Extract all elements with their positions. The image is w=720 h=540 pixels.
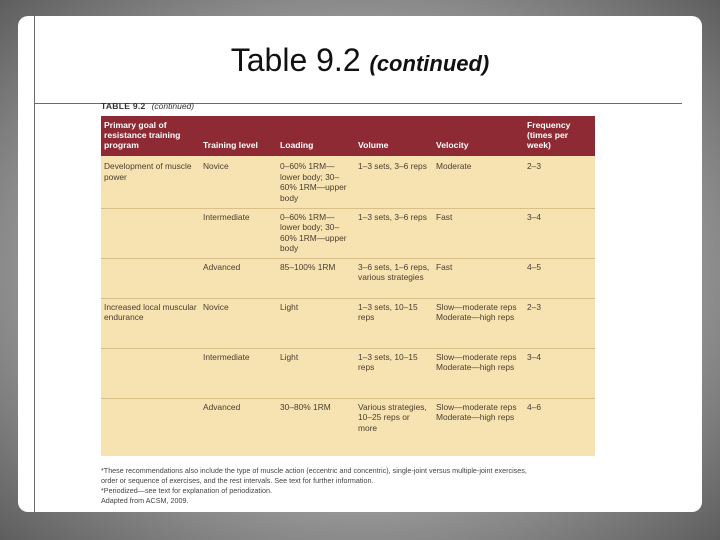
table-caption <box>101 101 194 111</box>
cell-volume: Various strategies, 10–25 reps or more <box>355 398 433 456</box>
cell-volume: 1–3 sets, 10–15 reps <box>355 348 433 398</box>
cell-level: Intermediate <box>200 208 277 258</box>
header-training-level: Training level <box>200 116 277 156</box>
cell-level: Novice <box>200 298 277 348</box>
cell-velocity: Fast <box>433 258 524 298</box>
cell-goal <box>101 258 200 298</box>
cell-volume: 1–3 sets, 10–15 reps <box>355 298 433 348</box>
table-header-row <box>101 116 595 156</box>
header-volume: Volume <box>355 116 433 156</box>
table-footnotes <box>101 466 631 506</box>
cell-level: Advanced <box>200 398 277 456</box>
footnote-source: Adapted from ACSM, 2009. <box>101 496 189 505</box>
cell-velocity: Fast <box>433 208 524 258</box>
header-frequency: Frequency (times per week) <box>524 116 595 156</box>
cell-level: Advanced <box>200 258 277 298</box>
cell-frequency: 4–6 <box>524 398 595 456</box>
cell-goal <box>101 208 200 258</box>
cell-loading: 85–100% 1RM <box>277 258 355 298</box>
cell-volume: 1–3 sets, 3–6 reps <box>355 208 433 258</box>
cell-frequency: 2–3 <box>524 298 595 348</box>
cell-frequency: 4–5 <box>524 258 595 298</box>
cell-loading: 0–60% 1RM—lower body; 30–60% 1RM—upper body <box>277 208 355 258</box>
table-row <box>101 156 595 208</box>
footnote-3: *Periodized—see text for explanation of periodization. <box>101 486 273 495</box>
cell-goal <box>101 348 200 398</box>
cell-velocity: Slow—moderate reps Moderate—high reps <box>433 398 524 456</box>
table-caption-note: (continued) <box>151 101 195 111</box>
header-loading: Loading <box>277 116 355 156</box>
header-velocity: Velocity <box>433 116 524 156</box>
cell-volume: 1–3 sets, 3–6 reps <box>355 156 433 208</box>
cell-loading: 0–60% 1RM—lower body; 30–60% 1RM—upper body <box>277 156 355 208</box>
cell-loading: 30–80% 1RM <box>277 398 355 456</box>
cell-volume: 3–6 sets, 1–6 reps, various strategies <box>355 258 433 298</box>
resistance-training-table <box>101 116 595 456</box>
left-border-line <box>34 16 35 512</box>
slide-title-main: Table 9.2 <box>230 42 361 78</box>
cell-velocity: Moderate <box>433 156 524 208</box>
cell-velocity: Slow—moderate reps Moderate—high reps <box>433 348 524 398</box>
slide-title-sub: (continued) <box>369 51 490 76</box>
cell-frequency: 3–4 <box>524 348 595 398</box>
table-row <box>101 208 595 258</box>
cell-frequency: 2–3 <box>524 156 595 208</box>
cell-velocity: Slow—moderate reps Moderate—high reps <box>433 298 524 348</box>
table-row <box>101 258 595 298</box>
table-row <box>101 298 595 348</box>
table-row <box>101 348 595 398</box>
cell-goal: Increased local muscular endurance <box>101 298 200 348</box>
slide-title <box>18 42 702 79</box>
cell-level: Intermediate <box>200 348 277 398</box>
footnote-2: order or sequence of exercises, and the rest intervals. See text for further information. <box>101 476 374 485</box>
footnote-1: *These recommendations also include the type of muscle action (eccentric and concentric), single-joint versus multiple-joint exercises, <box>101 466 527 475</box>
cell-goal: Development of muscle power <box>101 156 200 208</box>
header-goal: Primary goal of resistance training program <box>101 116 200 156</box>
cell-loading: Light <box>277 298 355 348</box>
cell-loading: Light <box>277 348 355 398</box>
cell-frequency: 3–4 <box>524 208 595 258</box>
cell-level: Novice <box>200 156 277 208</box>
table-container <box>101 116 595 460</box>
table-row <box>101 398 595 456</box>
table-caption-label: TABLE 9.2 <box>101 101 146 111</box>
cell-goal <box>101 398 200 456</box>
